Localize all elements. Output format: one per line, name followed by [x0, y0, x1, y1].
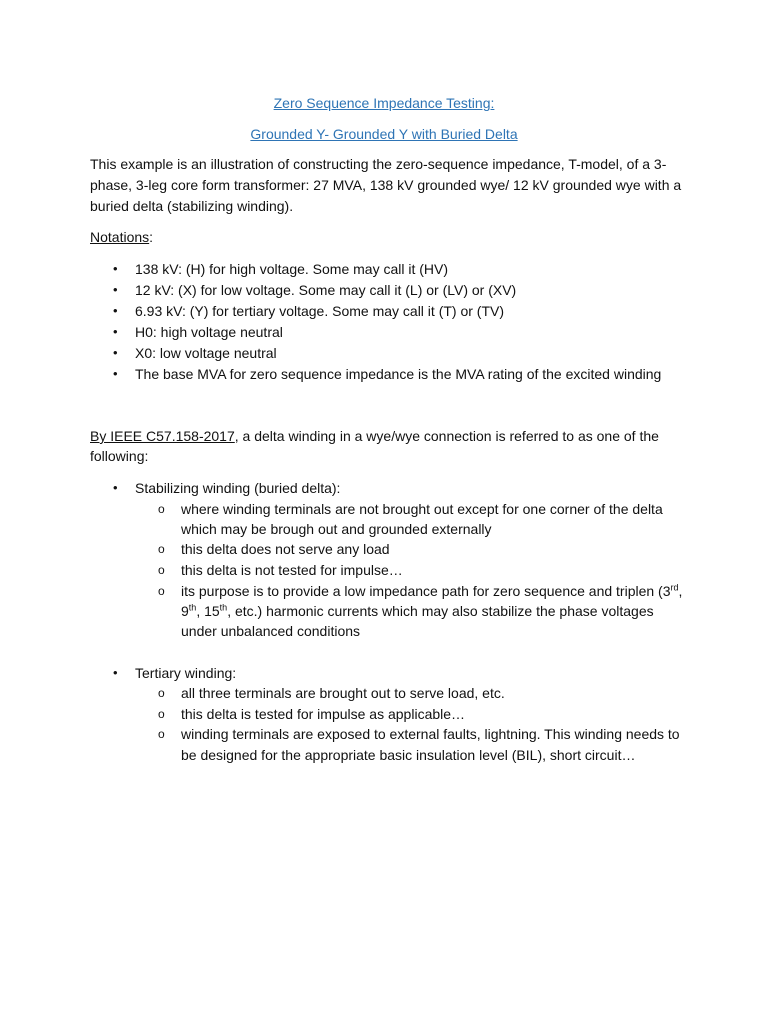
title-link-1[interactable]: Zero Sequence Impedance Testing: [273, 95, 495, 111]
notation-item-h0: H0: high voltage neutral [135, 324, 283, 340]
tertiary-sub-1: all three terminals are brought out to serve load, etc. [181, 685, 505, 701]
ieee-paragraph-line-2: following: [90, 448, 149, 464]
stabilizing-sub-4-comma: , [678, 583, 683, 599]
circle-bullet-icon: o [158, 563, 165, 577]
intro-line-2: phase, 3-leg core form transformer: 27 MVA, 138 kV grounded wye/ 12 kV grounded wye with a [90, 177, 682, 193]
circle-bullet-icon: o [158, 542, 165, 556]
stabilizing-sub-2: this delta does not serve any load [181, 541, 390, 557]
notation-item-base-mva: The base MVA for zero sequence impedance is the MVA rating of the excited winding [135, 366, 662, 382]
stabilizing-sub-4-line-3: under unbalanced conditions [181, 623, 361, 639]
circle-bullet-icon: o [158, 727, 165, 741]
circle-bullet-icon: o [158, 502, 165, 516]
notation-item-x0: X0: low voltage neutral [135, 345, 277, 361]
stabilizing-sub-4-text-c: , 15 [196, 603, 220, 619]
bullet-icon: • [113, 366, 118, 381]
superscript-th-2: th [219, 602, 228, 613]
stabilizing-sub-4-line-1 [181, 581, 682, 601]
stabilizing-sub-1-line-2: which may be brough out and grounded externally [181, 521, 492, 537]
notations-heading-text: Notations [90, 229, 150, 245]
bullet-icon: • [113, 282, 118, 297]
title-line-2 [0, 124, 768, 144]
bullet-icon: • [113, 345, 118, 360]
stabilizing-sub-4-text-b: 9 [181, 603, 189, 619]
tertiary-winding-label: Tertiary winding: [135, 665, 237, 681]
stabilizing-sub-3: this delta is not tested for impulse… [181, 562, 403, 578]
notation-item-hv: 138 kV: (H) for high voltage. Some may call it (HV) [135, 261, 449, 277]
notation-item-lv: 12 kV: (X) for low voltage. Some may call it (L) or (LV) or (XV) [135, 282, 517, 298]
notations-heading-colon: : [149, 229, 154, 245]
bullet-icon: • [113, 665, 118, 680]
intro-line-1: This example is an illustration of constructing the zero-sequence impedance, T-model, of a 3- [90, 156, 667, 172]
superscript-th-1: th [188, 602, 197, 613]
stabilizing-sub-4-text-a: its purpose is to provide a low impedance path for zero sequence and triplen (3 [181, 583, 671, 599]
stabilizing-winding-label: Stabilizing winding (buried delta): [135, 480, 341, 496]
bullet-icon: • [113, 324, 118, 339]
ieee-reference-link[interactable]: By IEEE C57.158-2017 [90, 428, 235, 444]
title-line-1 [0, 93, 768, 113]
stabilizing-sub-1-line-1: where winding terminals are not brought out except for one corner of the delta [181, 501, 663, 517]
circle-bullet-icon: o [158, 707, 165, 721]
tertiary-sub-2: this delta is tested for impulse as applicable… [181, 706, 466, 722]
superscript-rd: rd [670, 582, 679, 593]
tertiary-sub-3-line-2: be designed for the appropriate basic insulation level (BIL), short circuit… [181, 747, 636, 763]
bullet-icon: • [113, 480, 118, 495]
intro-line-3: buried delta (stabilizing winding). [90, 198, 294, 214]
tertiary-sub-3-line-1: winding terminals are exposed to external faults, lightning. This winding needs to [181, 726, 680, 742]
title-link-2[interactable]: Grounded Y- Grounded Y with Buried Delta [250, 126, 518, 142]
ieee-paragraph-line-1 [90, 426, 659, 446]
bullet-icon: • [113, 303, 118, 318]
stabilizing-sub-4-line-2 [181, 601, 654, 621]
notations-heading [90, 227, 153, 247]
bullet-icon: • [113, 261, 118, 276]
stabilizing-sub-4-text-d: , etc.) harmonic currents which may also stabilize the phase voltages [227, 603, 654, 619]
circle-bullet-icon: o [158, 584, 165, 598]
notation-item-tv: 6.93 kV: (Y) for tertiary voltage. Some may call it (T) or (TV) [135, 303, 505, 319]
ieee-text-1: , a delta winding in a wye/wye connection is referred to as one of the [234, 428, 659, 444]
circle-bullet-icon: o [158, 686, 165, 700]
